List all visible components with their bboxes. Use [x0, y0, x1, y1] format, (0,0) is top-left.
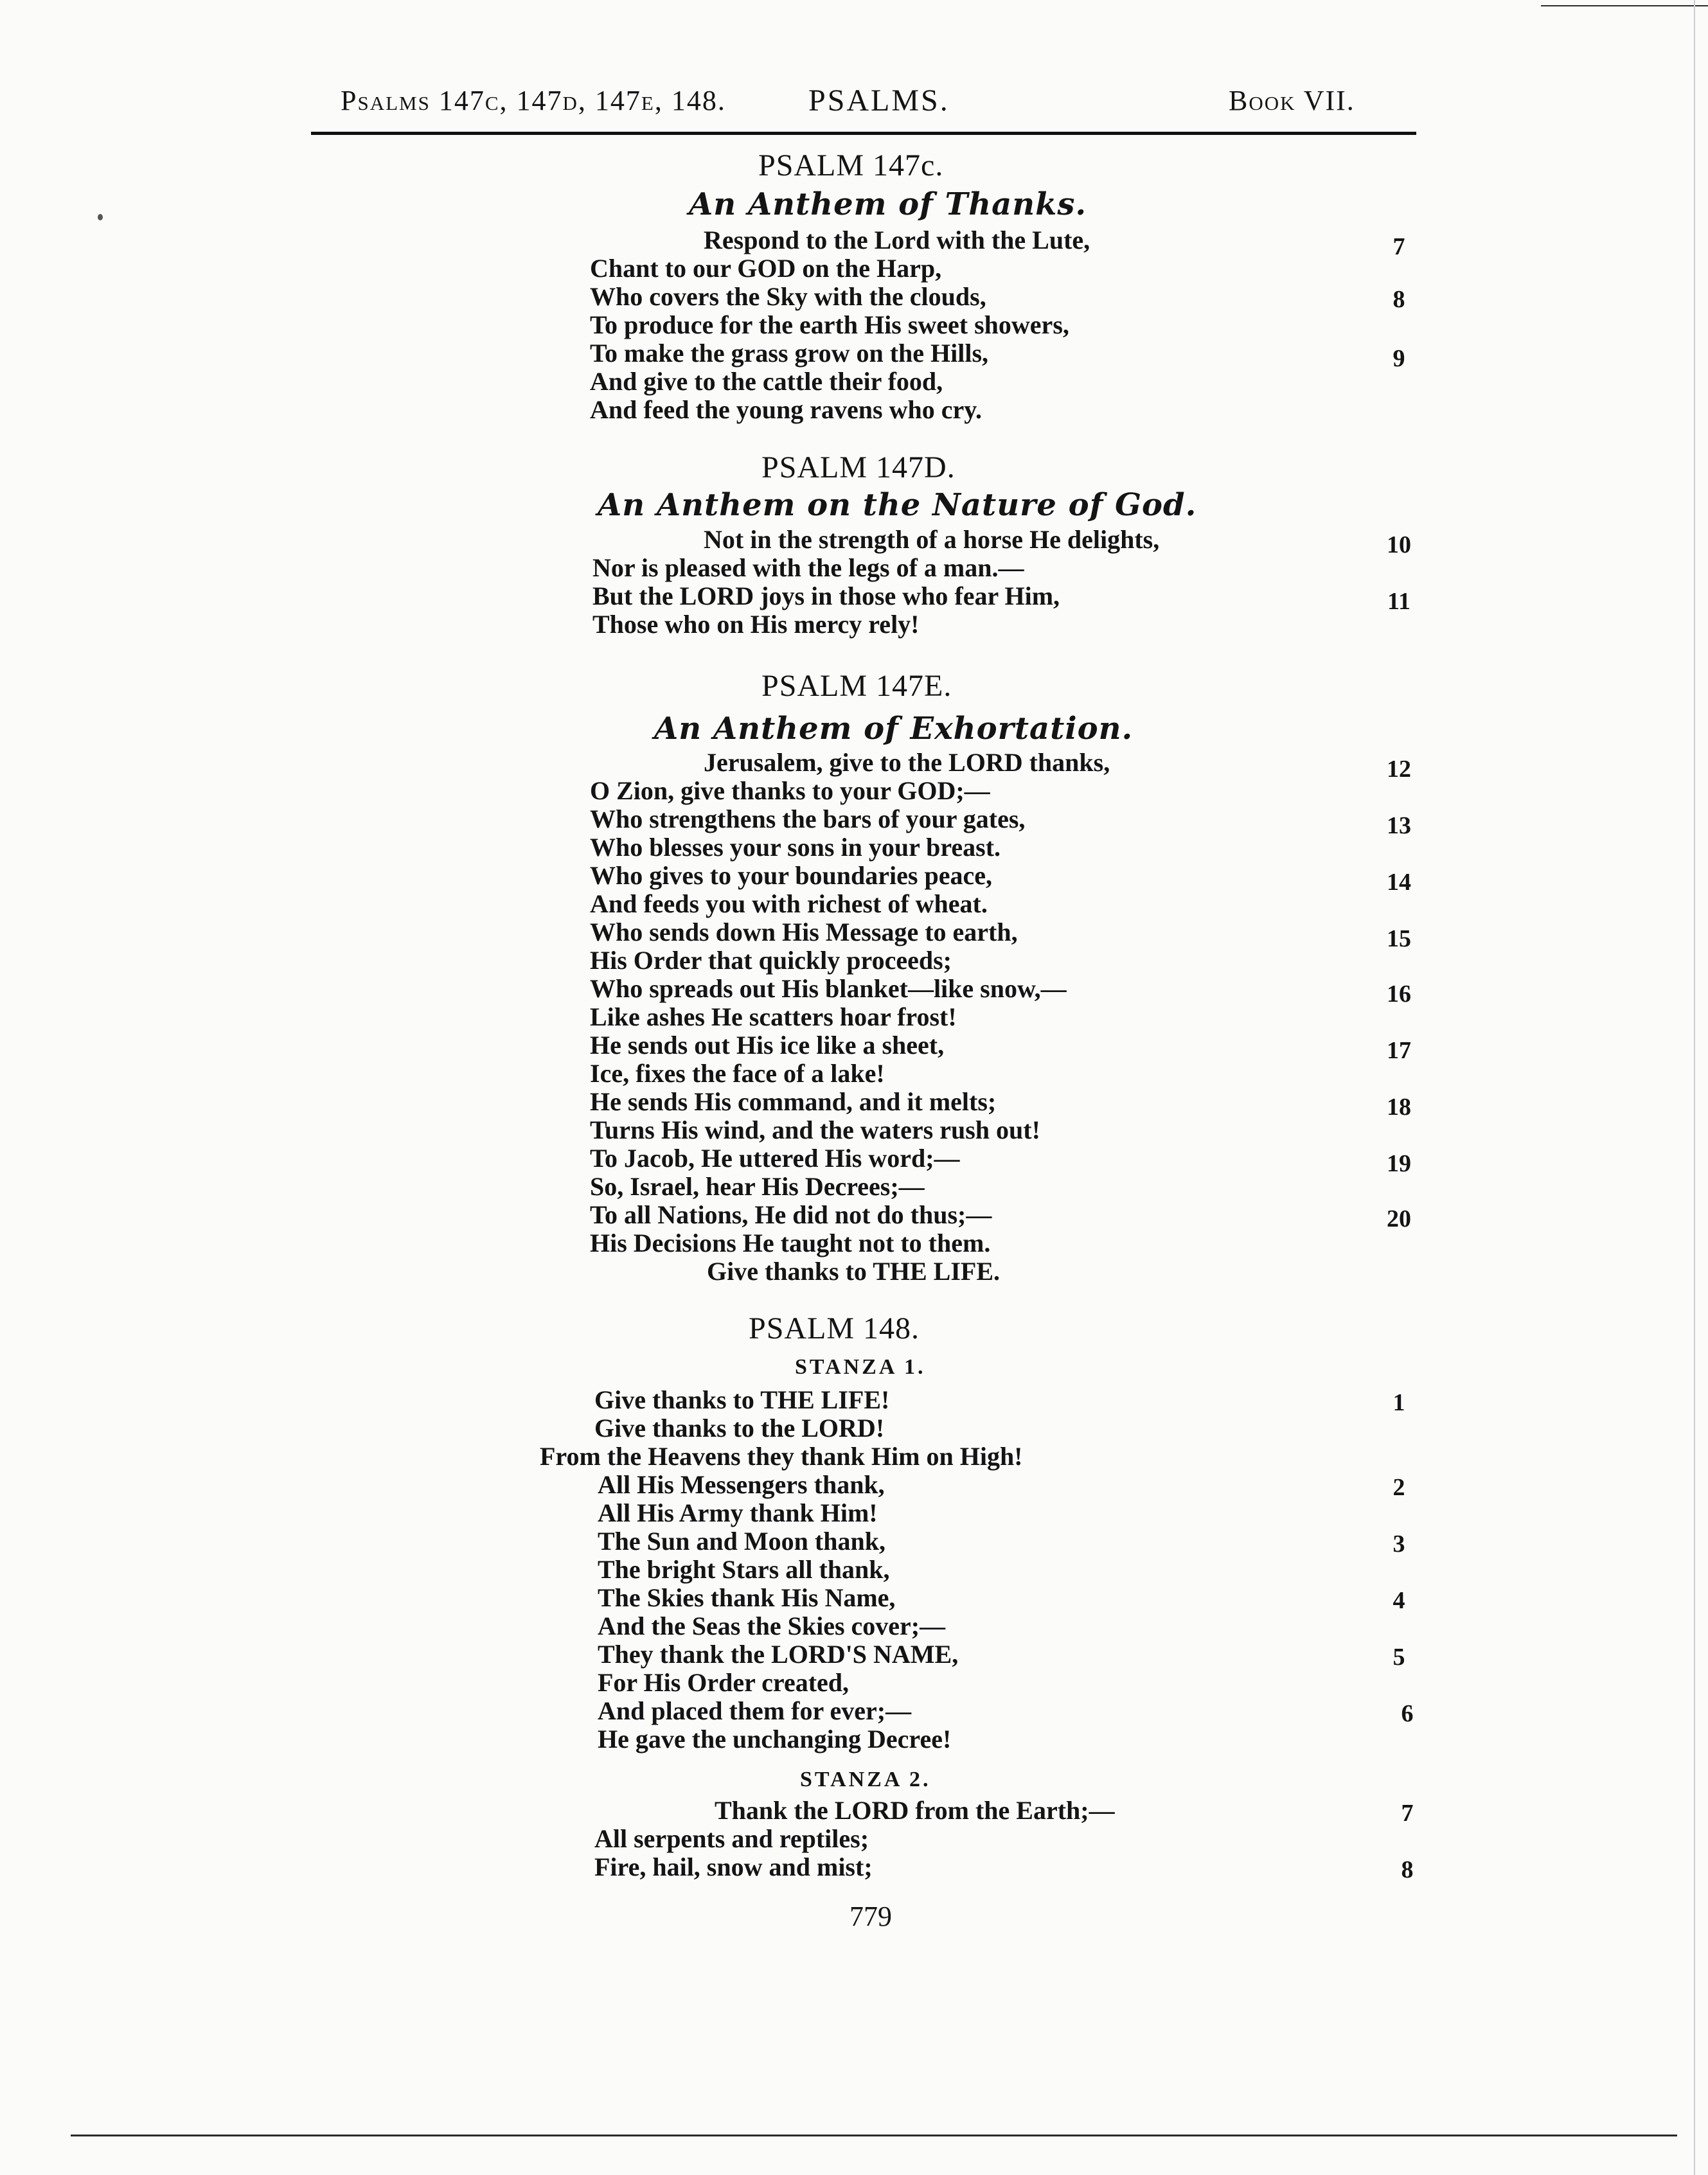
verse-line: And feed the young ravens who cry. [590, 395, 983, 424]
verse-number: 12 [1387, 756, 1411, 783]
verse-number: 7 [1392, 233, 1405, 260]
verse-number: 9 [1392, 345, 1405, 372]
verse-line: Respond to the Lord with the Lute, [704, 226, 1090, 254]
scan-speck [98, 214, 103, 220]
verse-number: 5 [1392, 1644, 1405, 1671]
psalm-title: PSALM 147E. [761, 669, 952, 703]
running-header-center: PSALMS. [808, 84, 950, 118]
stanza-heading: STANZA 2. [800, 1768, 931, 1791]
verse-line: To all Nations, He did not do thus;— [590, 1200, 992, 1229]
running-header-left: Psalms 147c, 147d, 147e, 148. [341, 85, 726, 116]
psalm-title: PSALM 148. [749, 1311, 920, 1345]
verse-line: His Order that quickly proceeds; [590, 946, 952, 975]
verse-line: And give to the cattle their food, [590, 367, 943, 396]
verse-line: His Decisions He taught not to them. [590, 1229, 991, 1257]
verse-number: 11 [1387, 588, 1410, 615]
verse-line: Who sends down His Message to earth, [590, 918, 1018, 946]
verse-line: Who spreads out His blanket—like snow,— [590, 974, 1067, 1003]
verse-number: 20 [1387, 1205, 1411, 1232]
verse-line: Who strengthens the bars of your gates, [590, 804, 1026, 833]
verse-line: Fire, hail, snow and mist; [594, 1852, 873, 1881]
verse-line: Jerusalem, give to the LORD thanks, [704, 748, 1110, 777]
verse-number: 3 [1392, 1531, 1405, 1558]
psalm-title: PSALM 147c. [758, 148, 944, 182]
verse-line: He sends out His ice like a sheet, [590, 1031, 945, 1060]
verse-line: They thank the LORD'S NAME, [598, 1640, 959, 1669]
verse-line: To produce for the earth His sweet showers, [590, 310, 1069, 339]
verse-line: Who gives to your boundaries peace, [590, 861, 992, 890]
verse-number: 7 [1401, 1800, 1414, 1827]
verse-number: 14 [1387, 869, 1411, 896]
verse-number: 17 [1387, 1037, 1411, 1064]
verse-line: Nor is pleased with the legs of a man.— [592, 553, 1024, 582]
verse-number: 8 [1392, 286, 1405, 313]
verse-line: The bright Stars all thank, [598, 1555, 890, 1584]
verse-line: He gave the unchanging Decree! [598, 1725, 952, 1753]
verse-line: He sends His command, and it melts; [590, 1087, 997, 1116]
verse-number: 19 [1387, 1150, 1411, 1177]
anthem-subtitle: An Anthem of Thanks. [689, 186, 1087, 222]
verse-number: 2 [1392, 1474, 1405, 1501]
verse-number: 13 [1387, 812, 1411, 839]
verse-number: 1 [1392, 1389, 1405, 1416]
verse-line: From the Heavens they thank Him on High! [540, 1442, 1023, 1471]
verse-line: But the LORD joys in those who fear Him, [592, 581, 1060, 610]
verse-number: 6 [1401, 1700, 1414, 1727]
verse-line: All serpents and reptiles; [594, 1824, 869, 1853]
anthem-subtitle: An Anthem of Exhortation. [654, 711, 1134, 747]
verse-number: 18 [1387, 1094, 1411, 1121]
verse-line: The Skies thank His Name, [598, 1583, 896, 1612]
verse-number: 4 [1392, 1587, 1405, 1614]
verse-line: The Sun and Moon thank, [598, 1527, 885, 1556]
verse-line: And the Seas the Skies cover;— [598, 1611, 946, 1640]
verse-line: Chant to our GOD on the Harp, [590, 254, 942, 283]
scan-edge-right [1694, 0, 1695, 2175]
verse-line: So, Israel, hear His Decrees;— [590, 1172, 925, 1201]
verse-number: 8 [1401, 1856, 1414, 1883]
verse-line: Like ashes He scatters hoar frost! [590, 1002, 957, 1031]
verse-number: 10 [1387, 531, 1411, 558]
stanza-heading: STANZA 1. [795, 1355, 926, 1379]
psalm-title: PSALM 147D. [761, 450, 956, 484]
verse-line: Give thanks to THE LIFE! [594, 1385, 890, 1414]
verse-line: Give thanks to THE LIFE. [707, 1257, 1001, 1286]
verse-line: Turns His wind, and the waters rush out! [590, 1115, 1040, 1144]
verse-line: Not in the strength of a horse He delights, [704, 525, 1160, 554]
verse-line: Those who on His mercy rely! [592, 610, 920, 639]
running-header-right: Book VII. [1229, 85, 1355, 116]
verse-line: All His Army thank Him! [598, 1498, 878, 1527]
page-number: 779 [850, 1901, 892, 1932]
verse-line: O Zion, give thanks to your GOD;— [590, 776, 990, 805]
verse-line: Who covers the Sky with the clouds, [590, 282, 986, 311]
verse-number: 15 [1387, 925, 1411, 952]
header-rule [311, 132, 1416, 135]
verse-line: All His Messengers thank, [598, 1470, 885, 1499]
verse-line: Who blesses your sons in your breast. [590, 833, 1001, 862]
verse-line: Thank the LORD from the Earth;— [715, 1796, 1115, 1825]
verse-number: 16 [1387, 981, 1411, 1008]
verse-line: To make the grass grow on the Hills, [590, 339, 989, 368]
verse-line: Give thanks to the LORD! [594, 1414, 885, 1443]
verse-line: Ice, fixes the face of a lake! [590, 1059, 885, 1088]
verse-line: For His Order created, [598, 1668, 850, 1697]
verse-line: And placed them for ever;— [598, 1696, 912, 1725]
scan-edge-bottom [71, 2135, 1677, 2136]
verse-line: And feeds you with richest of wheat. [590, 889, 988, 918]
verse-line: To Jacob, He uttered His word;— [590, 1144, 960, 1173]
scan-edge-top [1541, 5, 1708, 6]
anthem-subtitle: An Anthem on the Nature of God. [598, 487, 1197, 523]
